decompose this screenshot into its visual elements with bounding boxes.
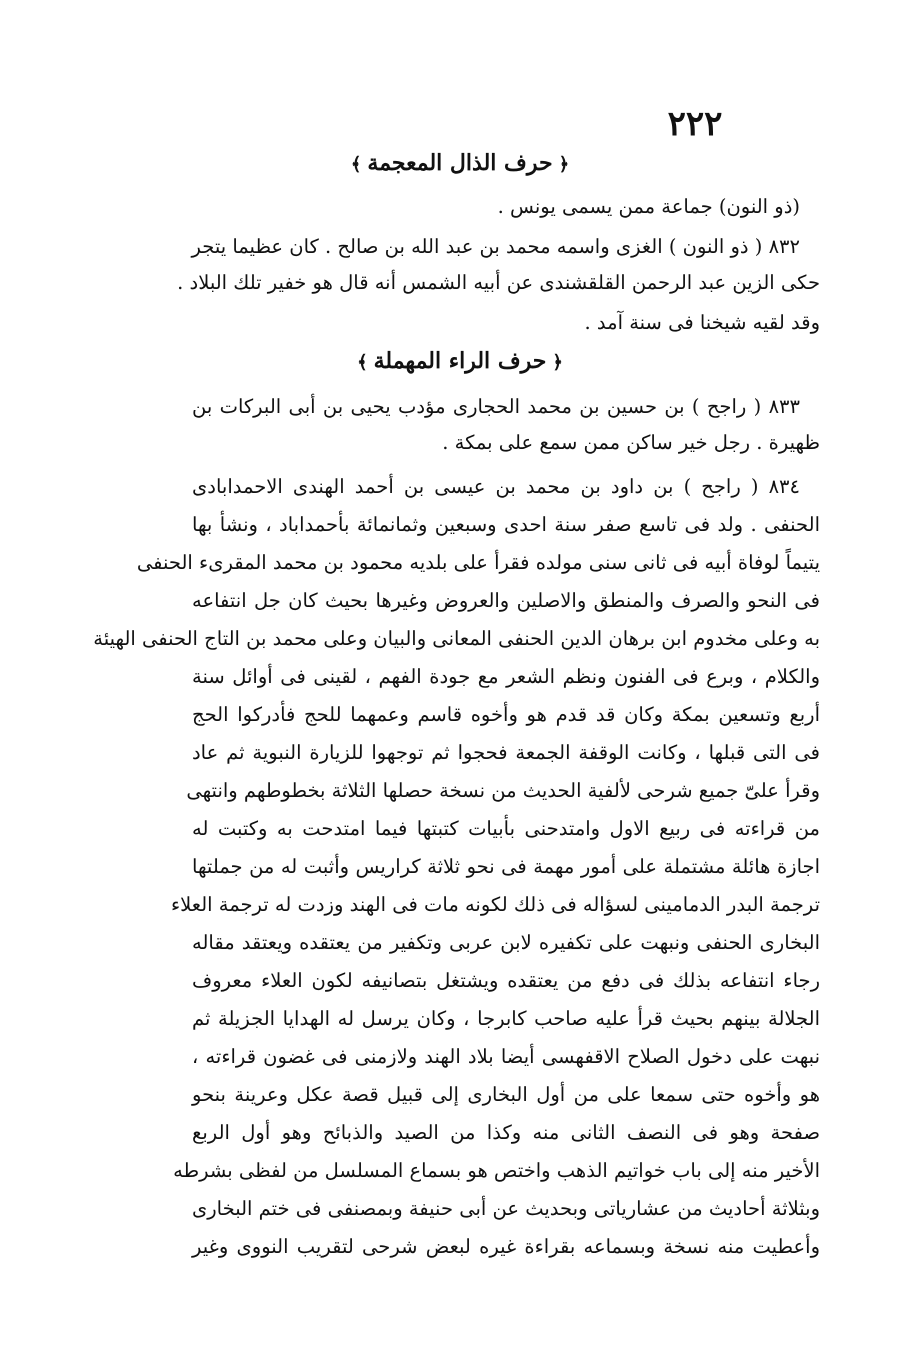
- ornament-right: ﴿: [552, 352, 563, 373]
- text-line: ٨٣٣ ( راجح ) بن حسين بن محمد الحجارى مؤدب يحيى بن أبى البركات بن: [192, 395, 800, 418]
- text-line: ٨٣٤ ( راجح ) بن داود بن محمد بن عيسى بن أحمد الهندى الاحمدابادى: [192, 475, 800, 498]
- text-line: البخارى الحنفى ونبهت على تكفيره لابن عربى وتكفير من يعتقده ويعتقد مقاله: [192, 931, 820, 954]
- text-line: وقد لقيه شيخنا فى سنة آمد .: [584, 311, 820, 334]
- text-line: يتيماً لوفاة أبيه فى ثانى سنى مولده فقرأ على بلديه محمود بن محمد المقرىء الحنفى: [136, 551, 820, 574]
- text-line: فى النحو والصرف والمنطق والاصلين والعروض وغيرها بحيث كان جل انتفاعه: [192, 589, 820, 612]
- heading-text: حرف الذال المعجمة: [367, 150, 553, 176]
- text-line: ظهيرة . رجل خير ساكن ممن سمع على بمكة .: [442, 431, 820, 454]
- text-line: نبهت على دخول الصلاح الاقفهسى أيضا بلاد الهند ولازمنى فى غضون قراءته ،: [192, 1045, 820, 1068]
- text-line: من قراءته فى ربيع الاول وامتدحنى بأبيات كتبتها فيما امتدحت به وكتبت له: [192, 817, 820, 840]
- text-line: حكى الزين عبد الرحمن القلقشندى عن أبيه الشمس أنه قال هو خفير تلك البلاد .: [177, 271, 820, 294]
- text-line: أربع وتسعين بمكة وكان قد قدم هو وأخوه قاسم وعمهما للحج فأدركوا الحج: [192, 703, 820, 726]
- ornament-right: ﴿: [558, 154, 570, 175]
- text-line: (ذو النون) جماعة ممن يسمى يونس .: [497, 195, 800, 218]
- heading-text: حرف الراء المهملة: [373, 348, 547, 374]
- text-line: وأعطيت منه نسخة وبسماعه بقراءة غيره لبعض شرحى لتقريب النووى وغير: [192, 1235, 820, 1258]
- text-line: به وعلى مخدوم ابن برهان الدين الحنفى المعانى والبيان وعلى محمد بن التاج الحنفى الهيئة: [93, 627, 820, 650]
- text-line: الجلالة بينهم بحيث قرأ عليه صاحب كابرجا ، وكان يرسل له الهدايا الجزيلة ثم: [192, 1007, 820, 1030]
- text-line: ترجمة البدر الدمامينى لسؤاله فى ذلك لكونه مات فى الهند وزدت له ترجمة العلاء: [170, 893, 820, 916]
- text-line: الحنفى . ولد فى تاسع صفر سنة احدى وسبعين وثمانمائة بأحمداباد ، ونشأ بها: [192, 513, 820, 536]
- text-line: الأخير منه إلى باب خواتيم الذهب واختص هو بسماع المسلسل من لفظى بشرطه: [173, 1159, 820, 1182]
- text-line: رجاء انتفاعه بذلك فى دفع من يعتقده ويشتغل بتصانيفه لكون العلاء معروف: [192, 969, 820, 992]
- ornament-left: ﴾: [350, 154, 362, 175]
- ornament-left: ﴾: [357, 352, 368, 373]
- text-line: هو وأخوه حتى سمعا على من أول البخارى إلى قبيل قصة عكل وعرينة بنحو: [192, 1083, 820, 1106]
- text-line: فى التى قبلها ، وكانت الوقفة الجمعة فحجوا ثم توجهوا للزيارة النبوية ثم عاد: [192, 741, 820, 764]
- page-number: ٢٢٢: [667, 104, 723, 144]
- text-line: ٨٣٢ ( ذو النون ) الغزى واسمه محمد بن عبد الله بن صالح . كان عظيما يتجر: [191, 235, 800, 258]
- section-heading-dhal: [100, 150, 820, 176]
- text-line: وبثلاثة أحاديث من عشارياتى وبحديث عن أبى حنيفة وبمصنفى فى ختم البخارى: [192, 1197, 820, 1220]
- text-line: صفحة وهو فى النصف الثانى منه وكذا من الصيد والذبائح وهو أول الربع: [192, 1121, 820, 1144]
- text-line: والكلام ، وبرع فى الفنون ونظم الشعر مع جودة الفهم ، لقينى فى أوائل سنة: [192, 665, 820, 688]
- text-line: اجازة هائلة مشتملة على أمور مهمة فى نحو ثلاثة كراريس وأثبت له من جملتها: [192, 855, 820, 878]
- text-line: وقرأ علىّ جميع شرحى لألفية الحديث من نسخة حصلها الثلاثة بخطوطهم وانتهى: [186, 779, 820, 802]
- section-heading-ra: [100, 348, 820, 374]
